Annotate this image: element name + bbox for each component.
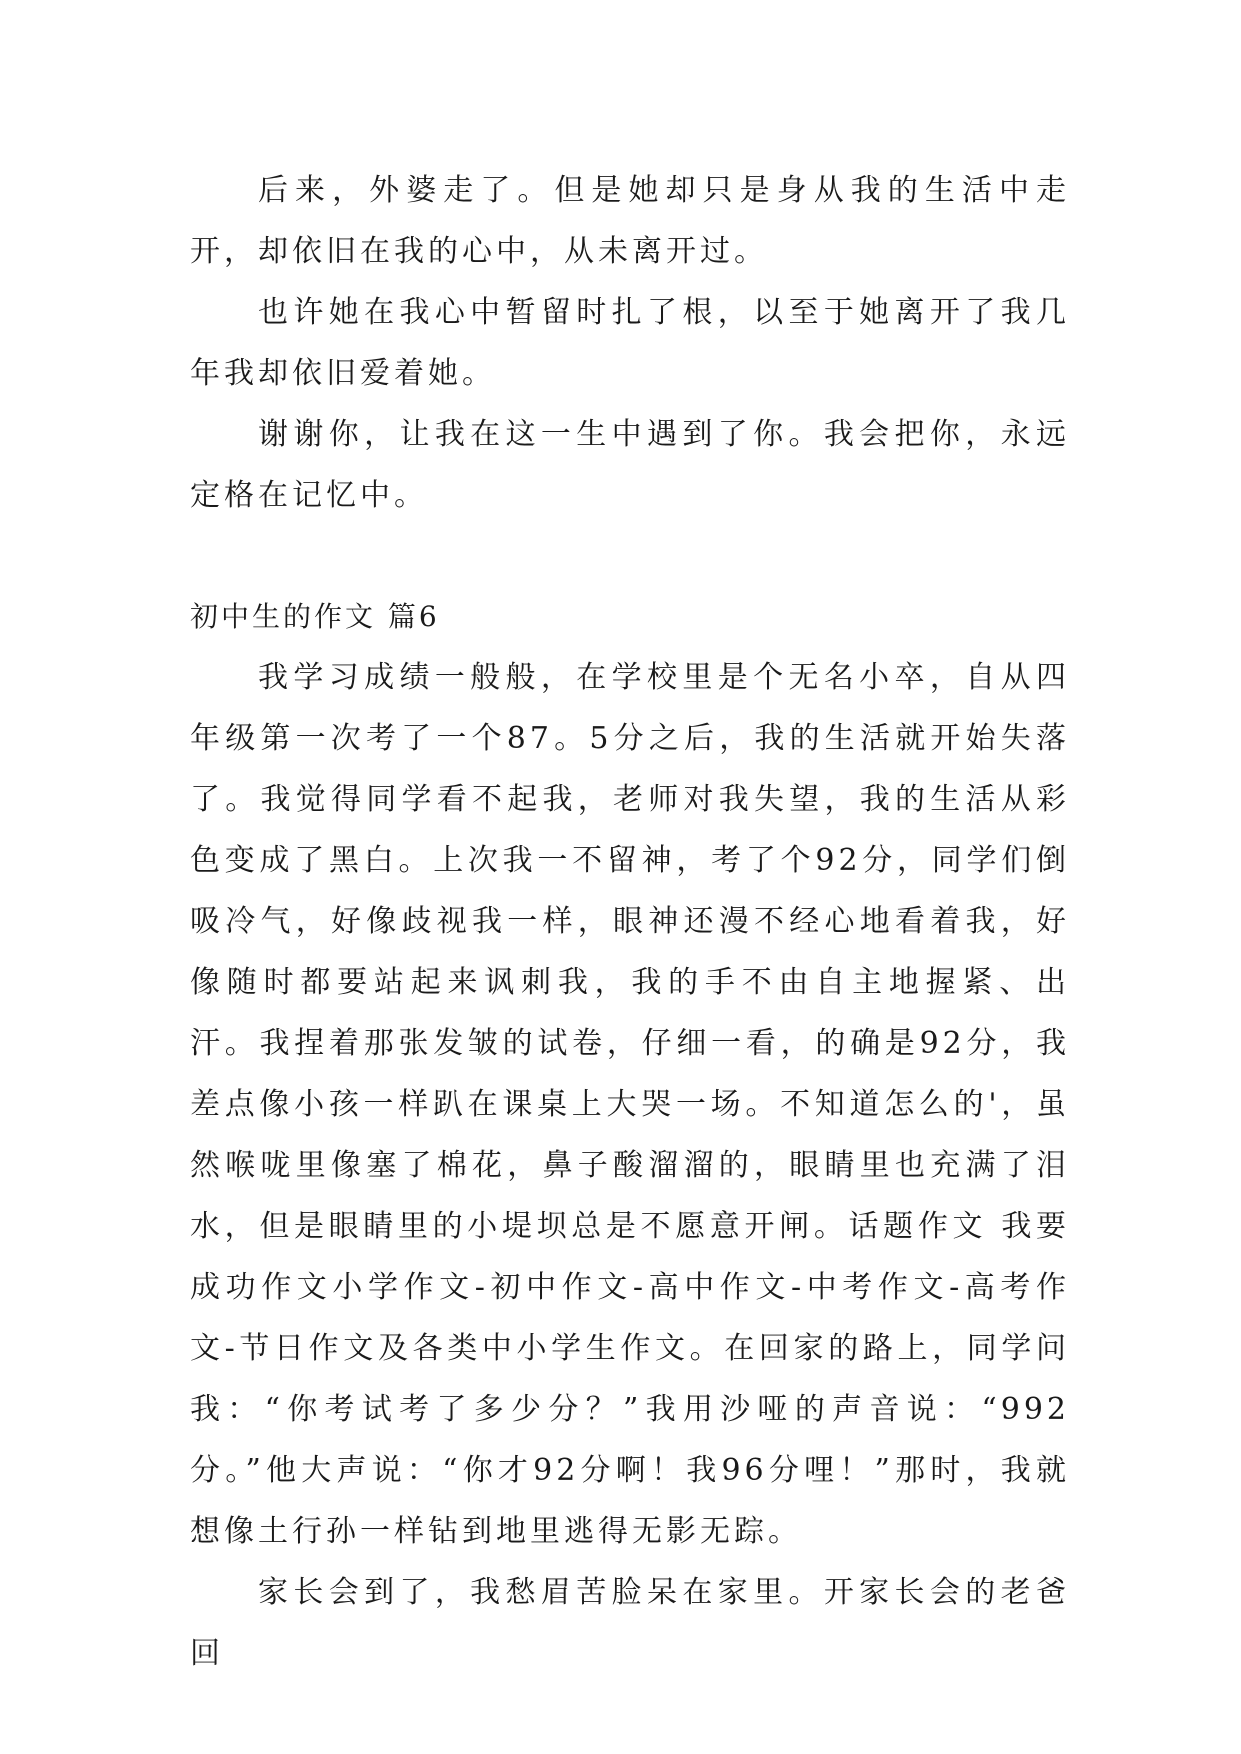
section-heading: 初中生的作文 篇6 bbox=[190, 600, 440, 633]
document-body bbox=[190, 160, 1070, 1684]
paragraph-thank-you: 谢谢你，让我在这一生中遇到了你。我会把你，永远定格在记忆中。 bbox=[190, 417, 1070, 513]
paragraph-exam-story: 我学习成绩一般般，在学校里是个无名小卒，自从四年级第一次考了一个87。5分之后，我的生活就开始失落了。我觉得同学看不起我，老师对我失望，我的生活从彩色变成了黑白。上次我一不留神，考了个92分，同学们倒吸冷气，好像歧视我一样，眼神还漫不经心地看着我，好像随时都要站起来讽刺我，我的手不由自主地握紧、出汗。我捏着那张发皱的试卷，仔细一看，的确是92分，我差点像小孩一样趴在课桌上大哭一场。不知道怎么的'，虽然喉咙里像塞了棉花，鼻子酸溜溜的，眼睛里也充满了泪水，但是眼睛里的小堤坝总是不愿意开闸。话题作文 我要成功作文小学作文-初中作文-高中作文-中考作文-高考作文-节日作文及各类中小学生作文。在回家的路上，同学问我：“你考试考了多少分？”我用沙哑的声音说：“992分。”他大声说：“你才92分啊！我96分哩！”那时，我就想像土行孙一样钻到地里逃得无影无踪。 bbox=[190, 660, 1070, 1549]
paragraph-parent-meeting: 家长会到了，我愁眉苦脸呆在家里。开家长会的老爸回 bbox=[190, 1575, 1070, 1671]
paragraph-still-love: 也许她在我心中暂留时扎了根，以至于她离开了我几年我却依旧爱着她。 bbox=[190, 295, 1070, 391]
paragraph-grandma-left: 后来，外婆走了。但是她却只是身从我的生活中走开，却依旧在我的心中，从未离开过。 bbox=[190, 173, 1070, 269]
